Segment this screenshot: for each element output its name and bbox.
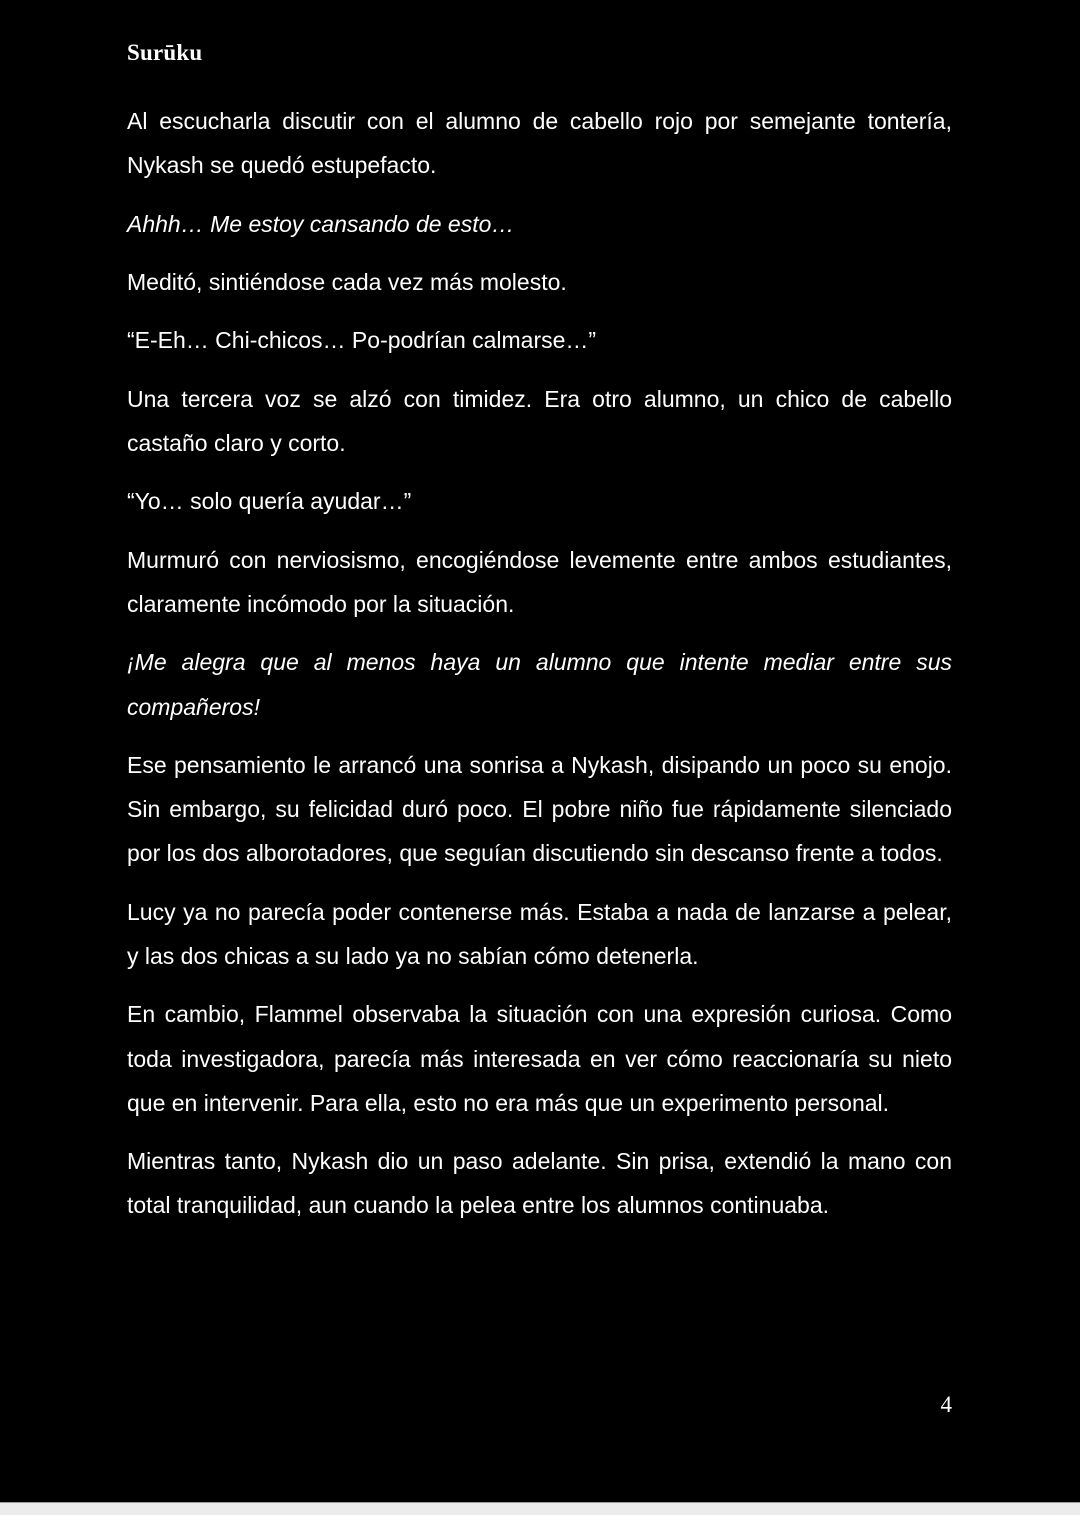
running-header: Surūku — [127, 40, 203, 65]
paragraph: Una tercera voz se alzó con timidez. Era otro alumno, un chico de cabello castaño claro y corto. — [127, 385, 952, 456]
body-text — [127, 99, 952, 1242]
paragraph: Ese pensamiento le arrancó una sonrisa a Nykash, disipando un poco su enojo. Sin embargo, su felicidad duró poco. El pobre niño fue rápidamente silenciado por los dos alborotadores, que seguían discutiendo sin descanso frente a todos. — [127, 751, 952, 867]
paragraph-dialogue: “E-Eh… Chi-chicos… Po-podrían calmarse…” — [127, 327, 597, 354]
paragraph: En cambio, Flammel observaba la situación con una expresión curiosa. Como toda investigadora, parecía más interesada en ver cómo reaccionaría su nieto que en intervenir. Para ella, esto no era más que un experimento personal. — [127, 1001, 952, 1116]
paragraph: Lucy ya no parecía poder contenerse más. Estaba a nada de lanzarse a pelear, y las dos chicas a su lado ya no sabían cómo detenerla. — [127, 898, 952, 969]
paragraph-thought: ¡Me alegra que al menos haya un alumno que intente mediar entre sus compañeros! — [127, 649, 952, 720]
paragraph: Meditó, sintiéndose cada vez más molesto. — [127, 268, 567, 295]
paragraph-dialogue: “Yo… solo quería ayudar…” — [127, 488, 412, 515]
paragraph: Mientras tanto, Nykash dio un paso adelante. Sin prisa, extendió la mano con total tranquilidad, aun cuando la pelea entre los alumnos continuaba. — [127, 1148, 952, 1219]
page-number: 4 — [940, 1392, 952, 1417]
paragraph-thought: Ahhh… Me estoy cansando de esto… — [127, 210, 515, 237]
paragraph: Al escucharla discutir con el alumno de cabello rojo por semejante tontería, Nykash se quedó estupefacto. — [127, 108, 952, 179]
paragraph: Murmuró con nerviosismo, encogiéndose levemente entre ambos estudiantes, claramente incómodo por la situación. — [127, 546, 952, 617]
page-edge-divider — [0, 1502, 1080, 1515]
